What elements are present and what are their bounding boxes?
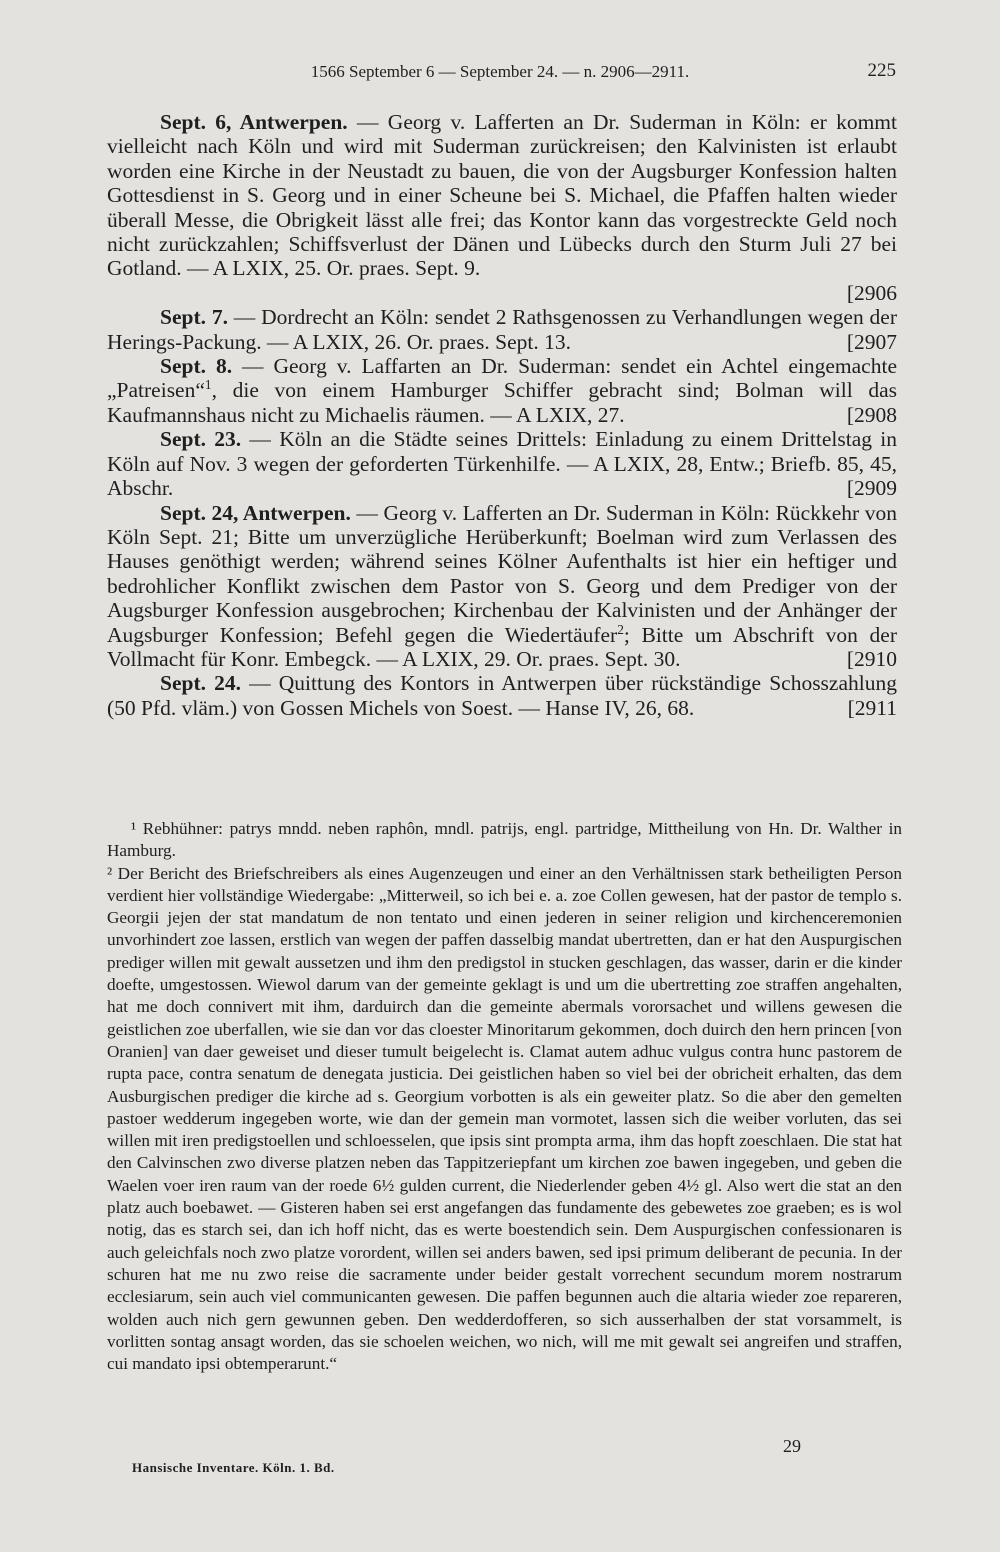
- regest-entries: [107, 110, 897, 720]
- footnote-1: ¹ Rebhühner: patrys mndd. neben raphôn, mndl. patrijs, engl. partridge, Mittheilung von Hn. Dr. Walther in Hamburg.: [107, 819, 902, 861]
- signature-mark: 29: [783, 1436, 801, 1456]
- entry-date: Sept. 6, Antwerpen.: [160, 110, 348, 134]
- entry-text: — Georg v. Lafferten an Dr. Suderman in Köln: er kommt vielleicht nach Köln und wird mit Suderman zurückreisen; den Kalvinisten ist erlaubt worden eine Kirche in der Neustadt zu bauen, die von der Augsburger Konfession halten Gottesdienst in S. Georg und in einer Scheune bei S. Michael, die Pfaffen halten wieder überall Messe, die Obrigkeit lässt alle frei; das Kontor kann das vorgestreckte Geld noch nicht zurückzahlen; Schiffsverlust der Dänen und Lübecks durch den Sturm Juli 27 bei Gotland. — A LXIX, 25. Or. praes. Sept. 9.: [107, 110, 897, 281]
- bottom-line: Hansische Inventare. Köln. 1. Bd.: [132, 1460, 335, 1475]
- page-number: 225: [867, 60, 896, 81]
- entry-number: [2906: [846, 280, 897, 305]
- entry-text: — Quittung des Kontors in Antwerpen über rückständige Schosszahlung (50 Pfd. vläm.) von Gossen Michels von Soest. — Hanse IV, 26, 68.: [107, 671, 897, 720]
- entry-2908: [107, 354, 897, 427]
- entry-2906: [107, 110, 897, 305]
- entry-number: [2910: [846, 646, 897, 671]
- entry-text-cont: ; Bitte um Abschrift von der Vollmacht für Konr. Embegck. — A LXIX, 29. Or. praes. Sept. 30.: [107, 622, 897, 671]
- entry-text: — Georg v. Laffarten an Dr. Suderman: sendet ein Achtel eingemachte „Patreisen“: [107, 354, 897, 403]
- footnote-ref: 2: [617, 621, 624, 637]
- entry-text-cont: , die von einem Hamburger Schiffer gebracht sind; Bolman will das Kaufmannshaus nicht zu Michaelis räumen. — A LXIX, 27.: [107, 378, 897, 427]
- running-head-title: 1566 September 6 — September 24. — n. 2906—2911.: [310, 62, 690, 81]
- entry-date: Sept. 24.: [160, 671, 241, 696]
- entry-2907: [107, 305, 897, 354]
- entry-2911: [107, 671, 897, 720]
- entry-text: — Georg v. Lafferten an Dr. Suderman in Köln: Rückkehr von Köln Sept. 21; Bitte um unverzügliche Herüberkunft; Boelman wird zum Verlassen des Hauses genöthigt werden; während seines Kölner Aufenthalts ist hier ein heftiger und bedrohlicher Konflikt zwischen dem Pastor von S. Georg und dem Prediger von der Augsburger Konfession ausgebrochen; Kirchenbau der Kalvinisten und der Anhänger der Augsburger Konfession; Befehl gegen die Wiedertäufer: [107, 500, 897, 647]
- entry-date: Sept. 24, Antwerpen.: [160, 500, 351, 525]
- entry-date: Sept. 23.: [160, 427, 242, 452]
- footnote-ref: 1: [204, 377, 212, 393]
- footnotes: [107, 818, 902, 1375]
- entry-number: [2911: [847, 695, 897, 720]
- entry-2909: [107, 427, 897, 500]
- entry-number: [2909: [846, 476, 897, 501]
- footnote-2: ² Der Bericht des Briefschreibers als eines Augenzeugen und einer an den Verhältnissen stark betheiligten Person verdient hier vollständige Wiedergabe: „Mitterweil, so ich bei e. a. zoe Collen gewesen, hat der pastor de templo s. Georgii jejen der stat mandatum de non tentato und einen jederen in seiner religion und kirchenceremonien unvorhindert zoe lassen, erstlich van wegen der paffen dasselbig mandat ubertretten, dan er hat den Auspurgischen prediger willen mit gewalt aussetzen und ihm den predigstol in stucken geschlagen, das wasser, darin er die kinder doefte, umgestossen. Wiewol darum van der gemeinte geklagt is und um die ubertretting zoe straffen angehalten, hat me doch connivert mit ihm, darduirch dan die gemeinte abermals vororsachet und willens gewesen die geistlichen zoe uberfallen, wie sie dan vor das cloester Minoritarum gekommen, doch duirch den hern princen [von Oranien] van daer geweiset und dieser tumult beigelecht is. Clamat autem adhuc vulgus contra hunc pastorem de rupta pace, contra senatum de denegata justicia. Dei geistlichen haben so viel bei der obricheit erhalten, das dem Ausburgischen prediger die kirche ad s. Georgium vorbotten is als ein geweiter platz. So die aber den gemelten pastoer wedderum ingegeben worte, wie dan der gemein man vormotet, lassen sich die weiber vorluten, das sei willen mit iren predigstoellen und schloesselen, que ipsis sint prompta arma, ihm das hopft zoeschlaen. Die stat hat den Calvinschen zwo diverse platzen neben das Tappitzeriepfant um kirchen zoe bawen ingegeben, und geben die Waelen voer iren raum van der roede 6½ gulden current, die Niederlender geben 4½ gl. Also wert die stat an den platz auch boebawet. — Gisteren haben sei erst angefangen das fundamente des gebewetes zoe graeben; es is wol notig, das es starch sei, dan ich hoff nicht, das es werte boestendich sein. Dem Auspurgischen confessionaren is auch geleichfals noch zwo platze vorordent, willen sei anders bawen, sed ipsi primum deliberant de pecunia. In der schuren hat me nu zwo reise die sacramente under beider gestalt vorrechent secundum morem nostrarum ecclesiarum, sein auch viel communicanten gewesen. Die paffen begunnen auch die altaria wieder zoe repareren, wolden auch nich gern gewunnen geben. Den wedderdofferen, so sich ausserhalben der stat vorsammelt, is vorlitten sontag ansagt worden, das sie schoelen weichen, wo nich, will me mit gewalt sei angreifen und straffen, cui mandato ipsi obtemperarunt.“: [107, 863, 902, 1374]
- entry-number: [2908: [846, 402, 897, 427]
- entry-text: — Dordrecht an Köln: sendet 2 Rathsgenossen zu Verhandlungen wegen der Herings-Packung. — A LXIX, 26. Or. praes. Sept. 13.: [107, 305, 898, 354]
- entry-date: Sept. 8.: [160, 354, 233, 379]
- entry-number: [2907: [846, 329, 897, 354]
- entry-text: — Köln an die Städte seines Drittels: Einladung zu einem Drittelstag in Köln auf Nov. 3 wegen der geforderten Türkenhilfe. — A LXIX, 28, Entw.; Briefb. 85, 45, Abschr.: [107, 427, 897, 501]
- entry-date: Sept. 7.: [160, 305, 228, 330]
- entry-2910: [107, 501, 897, 672]
- running-head: [0, 62, 1000, 88]
